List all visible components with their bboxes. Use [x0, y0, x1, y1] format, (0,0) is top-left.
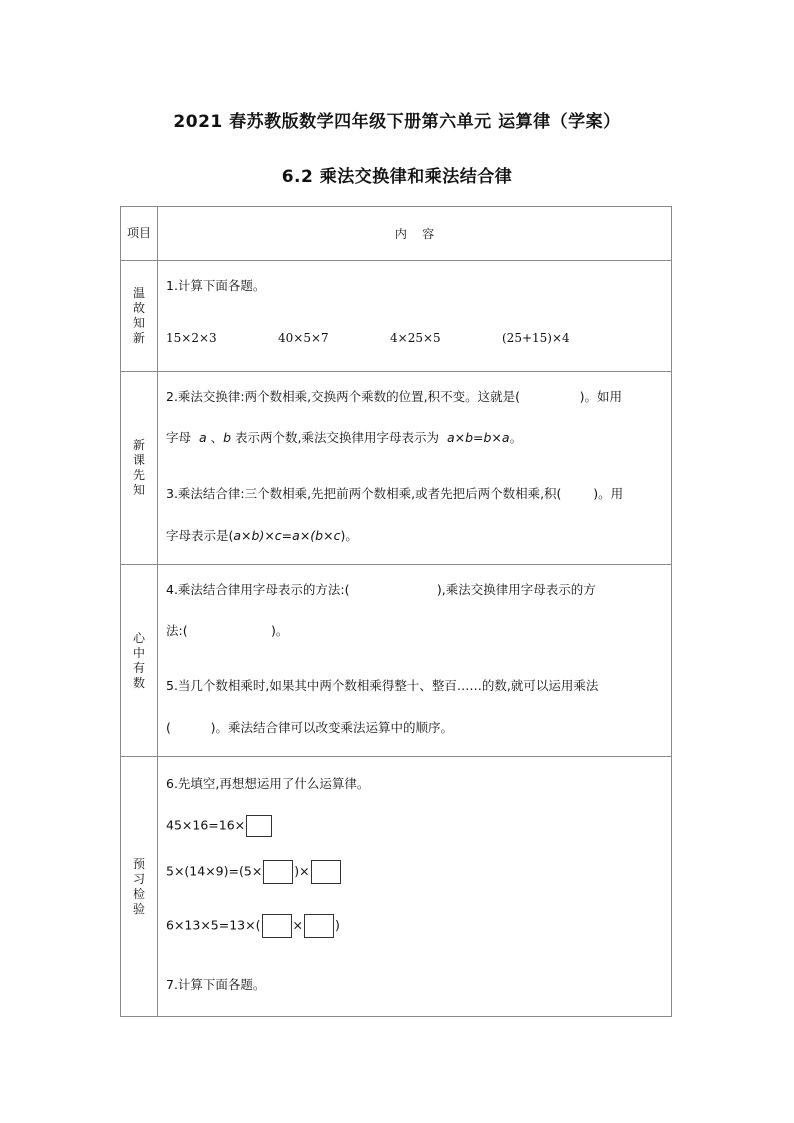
section-label: 温故知新 [132, 286, 145, 345]
q2-text-a: 字母 [166, 430, 199, 445]
answer-box[interactable] [304, 914, 334, 938]
equation-2 [166, 860, 342, 884]
question-5-line1: 5.当几个数相乘时,如果其中两个数相乘得整十、整百……的数,就可以运用乘法 [166, 678, 599, 693]
expression-3: 4×25×5 [390, 331, 441, 345]
answer-box[interactable] [246, 815, 272, 837]
equation-3 [166, 914, 340, 938]
q2-var-b: b [223, 430, 232, 445]
document-title: 2021 春苏教版数学四年级下册第六单元 运算律（学案） [173, 112, 621, 132]
answer-box[interactable] [262, 914, 292, 938]
question-7: 7.计算下面各题。 [166, 977, 266, 992]
q2-var-a: a [198, 430, 207, 445]
eq3-text-b: × [292, 917, 303, 933]
eq1-text: 45×16=16× [166, 817, 246, 833]
q3-text-a: 字母表示是( [166, 528, 234, 543]
calc-expressions [166, 331, 570, 345]
question-3-line1: 3.乘法结合律:三个数相乘,先把前两个数相乘,或者先把后两个数相乘,积( )。用 [166, 486, 624, 501]
question-3-line2 [166, 526, 358, 544]
question-2-line1: 2.乘法交换律:两个数相乘,交换两个乘数的位置,积不变。这就是( )。如用 [166, 389, 622, 404]
section-label-cell [121, 372, 158, 565]
section-label-cell [121, 757, 158, 1017]
section-new-lesson [121, 372, 672, 565]
commutative-formula: a×b=b×a [446, 430, 510, 445]
answer-box[interactable] [311, 860, 341, 884]
section-content [158, 757, 672, 1017]
section-preview-check [121, 757, 672, 1017]
section-content [158, 261, 672, 372]
eq2-text-b: )× [294, 863, 310, 879]
question-4-line2: 法:( )。 [166, 623, 289, 638]
header-content: 内 容 [394, 227, 435, 241]
section-label: 心中有数 [132, 630, 145, 690]
equation-1 [166, 815, 273, 837]
expression-2: 40×5×7 [278, 331, 329, 345]
section-label: 预习检验 [132, 856, 145, 916]
section-content [158, 565, 672, 757]
header-item-cell [121, 207, 158, 261]
worksheet-table [120, 206, 672, 1017]
q2-text-c: 表示两个数,乘法交换律用字母表示为 [231, 430, 447, 445]
eq3-text-a: 6×13×5=13×( [166, 917, 261, 933]
question-5-line2: ( )。乘法结合律可以改变乘法运算中的顺序。 [166, 720, 453, 735]
section-review [121, 261, 672, 372]
question-2-line2 [166, 428, 522, 446]
associative-formula: a×b)×c=a×(b×c [233, 528, 341, 543]
q3-end: )。 [340, 528, 358, 543]
section-label: 新课先知 [132, 438, 145, 497]
eq3-text-c: ) [334, 917, 340, 933]
q2-end: 。 [509, 430, 523, 445]
expression-4: (25+15)×4 [502, 331, 570, 345]
section-label-cell [121, 261, 158, 372]
expression-1: 15×2×3 [166, 331, 217, 345]
header-row [121, 207, 672, 261]
section-content [158, 372, 672, 565]
question-6: 6.先填空,再想想运用了什么运算律。 [166, 776, 370, 791]
eq2-text-a: 5×(14×9)=(5× [166, 863, 263, 879]
question-1: 1.计算下面各题。 [166, 278, 266, 293]
header-content-cell [158, 207, 672, 261]
q2-text-b: 、 [206, 430, 224, 445]
question-4-line1: 4.乘法结合律用字母表示的方法:( ),乘法交换律用字母表示的方 [166, 582, 596, 597]
lesson-title: 6.2 乘法交换律和乘法结合律 [281, 167, 513, 187]
header-item: 项目 [126, 226, 151, 240]
section-understanding [121, 565, 672, 757]
answer-box[interactable] [263, 860, 293, 884]
section-label-cell [121, 565, 158, 757]
